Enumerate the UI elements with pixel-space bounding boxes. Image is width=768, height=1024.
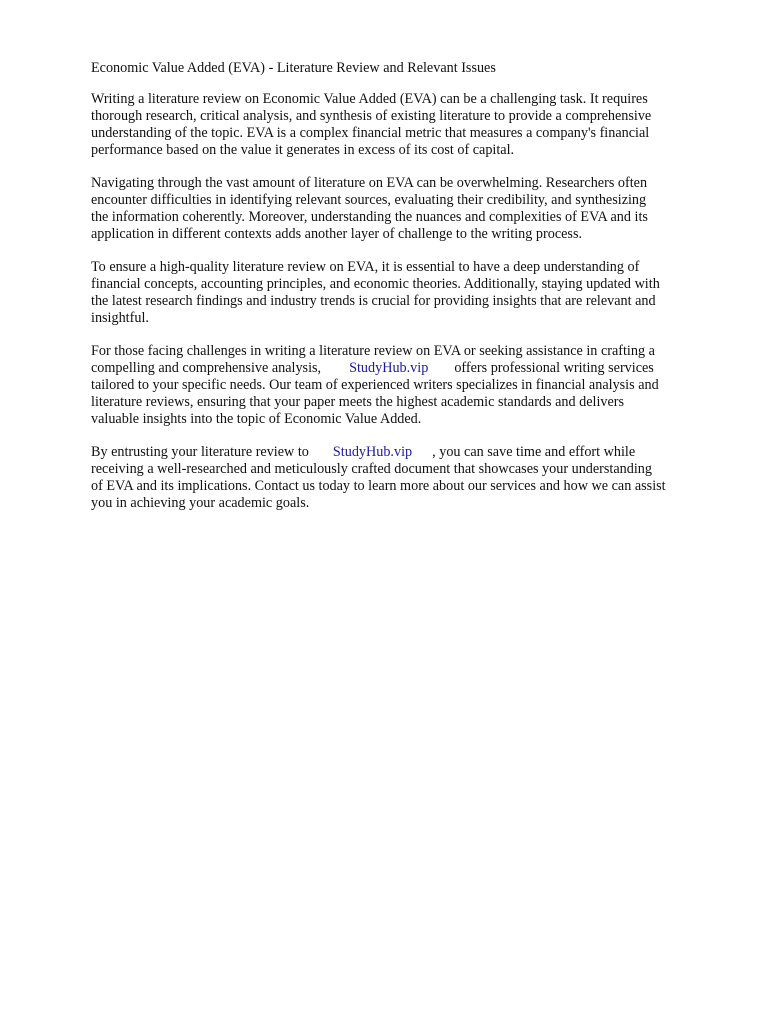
document-body: [91, 60, 731, 528]
text-line: tailored to your specific needs. Our team of experienced writers specializes in financial analysis and: [91, 377, 659, 394]
text-line: Writing a literature review on Economic Value Added (EVA) can be a challenging task. It requires: [91, 90, 648, 107]
text-segment: , you can save time and effort while: [432, 444, 636, 461]
text-line: the latest research findings and industry trends is crucial for providing insights that are relevant and: [91, 292, 656, 309]
text-segment: offers professional writing services: [454, 360, 654, 377]
paragraph-challenges: [91, 175, 731, 243]
paragraph-services: [91, 343, 731, 428]
text-segment: By entrusting your literature review to: [91, 444, 309, 461]
text-line: understanding of the topic. EVA is a complex financial metric that measures a company's financial: [91, 124, 650, 141]
text-line-with-link: [91, 360, 731, 377]
studyhub-link[interactable]: StudyHub.vip: [332, 444, 413, 461]
paragraph-closing: [91, 444, 731, 512]
text-line: To ensure a high-quality literature review on EVA, it is essential to have a deep understanding of: [91, 259, 640, 276]
text-line: financial concepts, accounting principles, and economic theories. Additionally, staying updated with: [91, 276, 660, 293]
text-line: insightful.: [91, 309, 149, 326]
text-line-with-link: [91, 444, 731, 461]
text-line: Navigating through the vast amount of literature on EVA can be overwhelming. Researchers often: [91, 175, 648, 192]
document-title: Economic Value Added (EVA) - Literature Review and Relevant Issues: [91, 60, 496, 76]
text-line: of EVA and its implications. Contact us today to learn more about our services and how we can assist: [91, 478, 666, 495]
text-line: performance based on the value it generates in excess of its cost of capital.: [91, 141, 515, 158]
text-line: encounter difficulties in identifying relevant sources, evaluating their credibility, and synthesizing: [91, 191, 647, 208]
text-line: application in different contexts adds another layer of challenge to the writing process.: [91, 225, 583, 242]
text-line: literature reviews, ensuring that your paper meets the highest academic standards and delivers: [91, 394, 625, 410]
text-line: valuable insights into the topic of Economic Value Added.: [91, 410, 422, 427]
paragraph-intro: [91, 91, 731, 159]
studyhub-link[interactable]: StudyHub.vip: [349, 360, 429, 377]
text-line: For those facing challenges in writing a literature review on EVA or seeking assistance in crafting a: [91, 343, 655, 360]
text-line: the information coherently. Moreover, understanding the nuances and complexities of EVA and its: [91, 208, 648, 225]
text-line: you in achieving your academic goals.: [91, 495, 310, 512]
paragraph-quality: [91, 259, 731, 327]
text-line: receiving a well-researched and meticulously crafted document that showcases your understanding: [91, 461, 652, 478]
text-segment: compelling and comprehensive analysis,: [91, 360, 322, 377]
text-line: thorough research, critical analysis, and synthesis of existing literature to provide a comprehensive: [91, 107, 652, 124]
